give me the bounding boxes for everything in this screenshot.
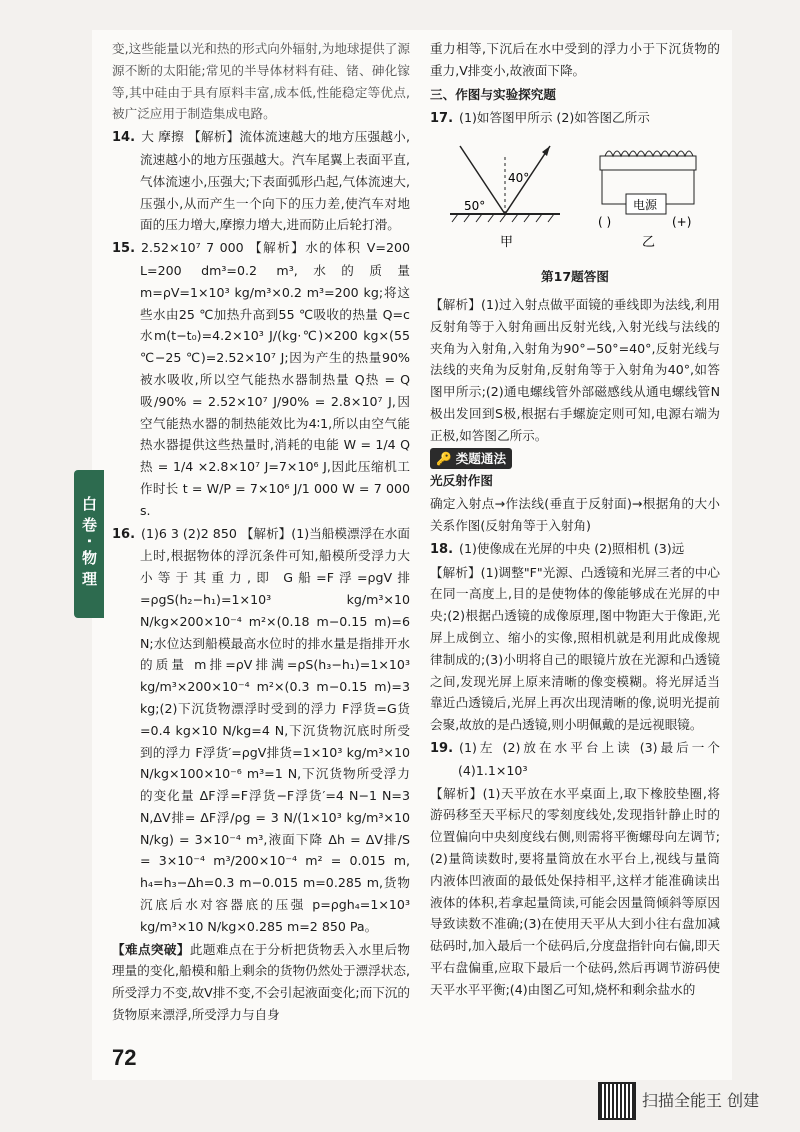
q15-formula-2: W = 1/4 Q热 = 1/4 ×2.8×10⁷ J=7×10⁶ J xyxy=(140,437,410,475)
q15-answer xyxy=(112,237,410,521)
page-number: 72 xyxy=(112,1045,137,1070)
q15-text-b: ,因空气能热水器的制热能效比为4∶1,所以由空气能热水器提供这些热量时,消耗的电能 xyxy=(140,393,410,453)
key-icon: 🔑 xyxy=(436,450,452,466)
left-column xyxy=(112,38,410,1027)
q19-analysis: 【解析】(1)天平放在水平桌面上,取下橡胶垫圈,将游码移至天平标尺的零刻度线处,发现指针静止时的位置偏向中央刻度线右侧,则需将平衡螺母向左调节;(2)量筒读数时,要将量筒放在水平台上,视线与量筒内液体凹液面的最低处保持相平,这样才能准确读出液体的体积,若拿起量筒读,可能会因量筒倾斜等原因导致读数不准确;(3)在使用天平从大到小往右盘加减砝码时,加入最后一个砝码后,分度盘指针向右偏,即天平右盘偏重,应取下最后一个砝码,然后再调节游码使天平水平平衡;(4)由图乙可知,烧杯和剩余盐水的 xyxy=(430,785,720,997)
reflected-arrow xyxy=(542,146,550,156)
q15-text-a: 2.52×10⁷ 7 000 【解析】水的体积 V=200 L=200 dm³=0.2 m³,水的质量 m=ρV=1×10³ kg/m³×0.2 m³=200 kg;将这些水由25 ℃加热升高到55 ℃吸收的热量 Q=c水m(t−t₀)=4.2×10³ J/(kg·℃)×200 kg×(55 ℃−25 ℃)=2.52×10⁷ J;因为产生的热量90%被水吸收,所以空气能热水器制热量 xyxy=(140,240,410,387)
figure-caption: 第17题答图 xyxy=(541,269,609,285)
mirror-hatching xyxy=(452,214,554,222)
section-three-title: 三、作图与实验探究题 xyxy=(430,86,556,102)
q16-answer xyxy=(112,523,410,938)
q19-text: (1)左 (2)放在水平台上读 (3)最后一个 (4)1.1×10³ xyxy=(458,739,720,778)
minus-terminal: ( ) xyxy=(598,215,612,230)
q17-number: 17. xyxy=(430,111,454,127)
q16-formula-2: Δh = ΔV排/S = 3×10⁻⁴ m³/200×10⁻⁴ m² = 0.015 m, h₄=h₃−Δh=0.3 m−0.015 m=0.285 m xyxy=(140,831,410,891)
power-label: 电源 xyxy=(633,198,658,213)
q17-analysis: 【解析】(1)过入射点做平面镜的垂线即为法线,利用反射角等于入射角画出反射光线,入射光线与法线的夹角为入射角,入射角为90°−50°=40°,反射光线与法线的夹角为反射角,反射角等于入射角为40°,如答图甲所示;(2)通电螺线管外部磁感线从通电螺线管N极出发回到S极,根据右手螺旋定则可知,电源右端为正极,如答图乙所示。 xyxy=(430,296,720,443)
q17-text: (1)如答图甲所示 (2)如答图乙所示 xyxy=(459,110,650,126)
q14-text: 大 摩擦 【解析】流体流速越大的地方压强越小,流速越小的地方压强越大。汽车尾翼上表面平直,气体流速小,压强大;下表面弧形凸起,气体流速大,压强小,从而产生一个向下的压力差,使汽车对地面的压力增大,摩擦力增大,进而防止后轮打滑。 xyxy=(140,129,410,233)
q16-tip xyxy=(112,939,410,1026)
q15-text-c: ,因此压缩机工作时长 xyxy=(140,459,410,496)
q19-answer xyxy=(430,737,720,782)
right-wire xyxy=(666,170,694,204)
right-column xyxy=(430,38,720,1001)
q15-number: 15. xyxy=(112,241,136,257)
method-text: 确定入射点→作法线(垂直于反射面)→根据角的大小关系作图(反射角等于入射角) xyxy=(430,496,720,533)
q16-tip-label: 【难点突破】 xyxy=(112,941,190,957)
q15-formula-3: t = W/P = 7×10⁶ J/1 000 W = 7 000 s. xyxy=(140,480,410,518)
q18-number: 18. xyxy=(430,541,454,557)
left-wire xyxy=(602,170,626,204)
method-badge xyxy=(430,448,512,470)
q18-analysis: 【解析】(1)调整"F"光源、凸透镜和光屏三者的中心在同一高度上,目的是使物体的像能够成在光屏的中央;(2)根据凸透镜的成像原理,图中物距大于像距,光屏上成倒立、缩小的实像,照相机就是利用此成像规律制成的;(3)小明将自己的眼镜片放在光源和凸透镜之间,发现光屏上原来清晰的像变模糊。将光屏适当靠近凸透镜后,光屏上再次出现清晰的像,说明光提前会聚,故放的是凸透镜,则小明佩戴的是远视眼镜。 xyxy=(430,564,720,733)
q16-text-c: ,货物沉底后水对容器底的压强 p=ρgh₄=1×10³ kg/m³×10 N/kg×0.285 m=2 850 Pa。 xyxy=(140,875,410,934)
scanner-watermark: 扫描全能王 创建 xyxy=(642,1091,760,1110)
method-title: 光反射作图 xyxy=(430,473,493,489)
q17-answer xyxy=(430,107,720,130)
subject-tab: 白卷·物理 xyxy=(74,470,104,618)
q16-tip-text: 此题难点在于分析把货物丢入水里后物理量的变化,船模和船上剩余的货物仍然处于漂浮状态,所受浮力不变,故V排不变,不会引起液面变化;而下沉的货物原来漂浮,所受浮力与自身 xyxy=(112,941,411,1023)
q14-answer xyxy=(112,126,410,236)
qr-code-icon xyxy=(598,1082,636,1120)
q16-text-b: ,液面下降 xyxy=(263,831,324,847)
q17-figure xyxy=(430,134,720,264)
angle-50-label: 50° xyxy=(464,199,486,214)
solenoid-coil xyxy=(605,151,693,156)
angle-40-label: 40° xyxy=(508,171,530,186)
method-box xyxy=(430,448,720,470)
q14-number: 14. xyxy=(112,130,136,146)
q19-number: 19. xyxy=(430,740,454,756)
q16-text-a: (1)6 3 (2)2 850 【解析】(1)当船模漂浮在水面上时,根据物体的浮沉条件可知,船模所受浮力大小等于其重力,即 G船=F浮=ρgV排=ρgS(h₂−h₁)=1×10³ kg/m³×10 N/kg×200×10⁻⁴ m²×(0.18 m−0.15 m)=6 N;水位达到船模最高水位时的排水量是指排开水的质量 m排=ρV排满=ρS(h₃−h₁)=1×10³ kg/m³×200×10⁻⁴ m²×(0.3 m−0.15 m)=3 kg;(2)下沉货物漂浮时受到的浮力 F浮货=G货=0.4 kg×10 N/kg=4 N,下沉货物沉底时所受到的浮力 F浮货′=ρgV排货=1×10³ kg/m³×10 N/kg×100×10⁻⁶ m³=1 N,下沉货物所受浮力的变化量 ΔF浮=F浮货−F浮货′=4 N−1 N=3 N,ΔV排= xyxy=(140,525,410,825)
q13-continuation: 变,这些能量以光和热的形式向外辐射,为地球提供了源源不断的太阳能;常见的半导体材料有硅、锗、砷化镓等,其中硅由于具有原料丰富,成本低,性能稳定等优点,被广泛应用于制造集成电路。 xyxy=(112,41,410,122)
q16-formula-1: ΔF浮/ρg = 3 N/(1×10³ kg/m³×10 N/kg) = 3×10⁻⁴ m³ xyxy=(140,809,410,847)
solenoid-core xyxy=(600,156,696,170)
q15-formula-1: Q热 = Q吸/90% = 2.52×10⁷ J/90% = 2.8×10⁷ J xyxy=(140,371,410,409)
plus-terminal: (+) xyxy=(672,215,692,230)
q18-answer xyxy=(430,538,720,561)
q17-diagram xyxy=(430,134,720,264)
method-badge-text: 类题通法 xyxy=(455,450,507,466)
figure-jia-label: 甲 xyxy=(500,235,514,251)
figure-yi-label: 乙 xyxy=(642,235,656,251)
q18-text: (1)使像成在光屏的中央 (2)照相机 (3)远 xyxy=(459,540,685,556)
q16-number: 16. xyxy=(112,526,136,542)
q16-continuation: 重力相等,下沉后在水中受到的浮力小于下沉货物的重力,V排变小,故液面下降。 xyxy=(430,41,720,78)
